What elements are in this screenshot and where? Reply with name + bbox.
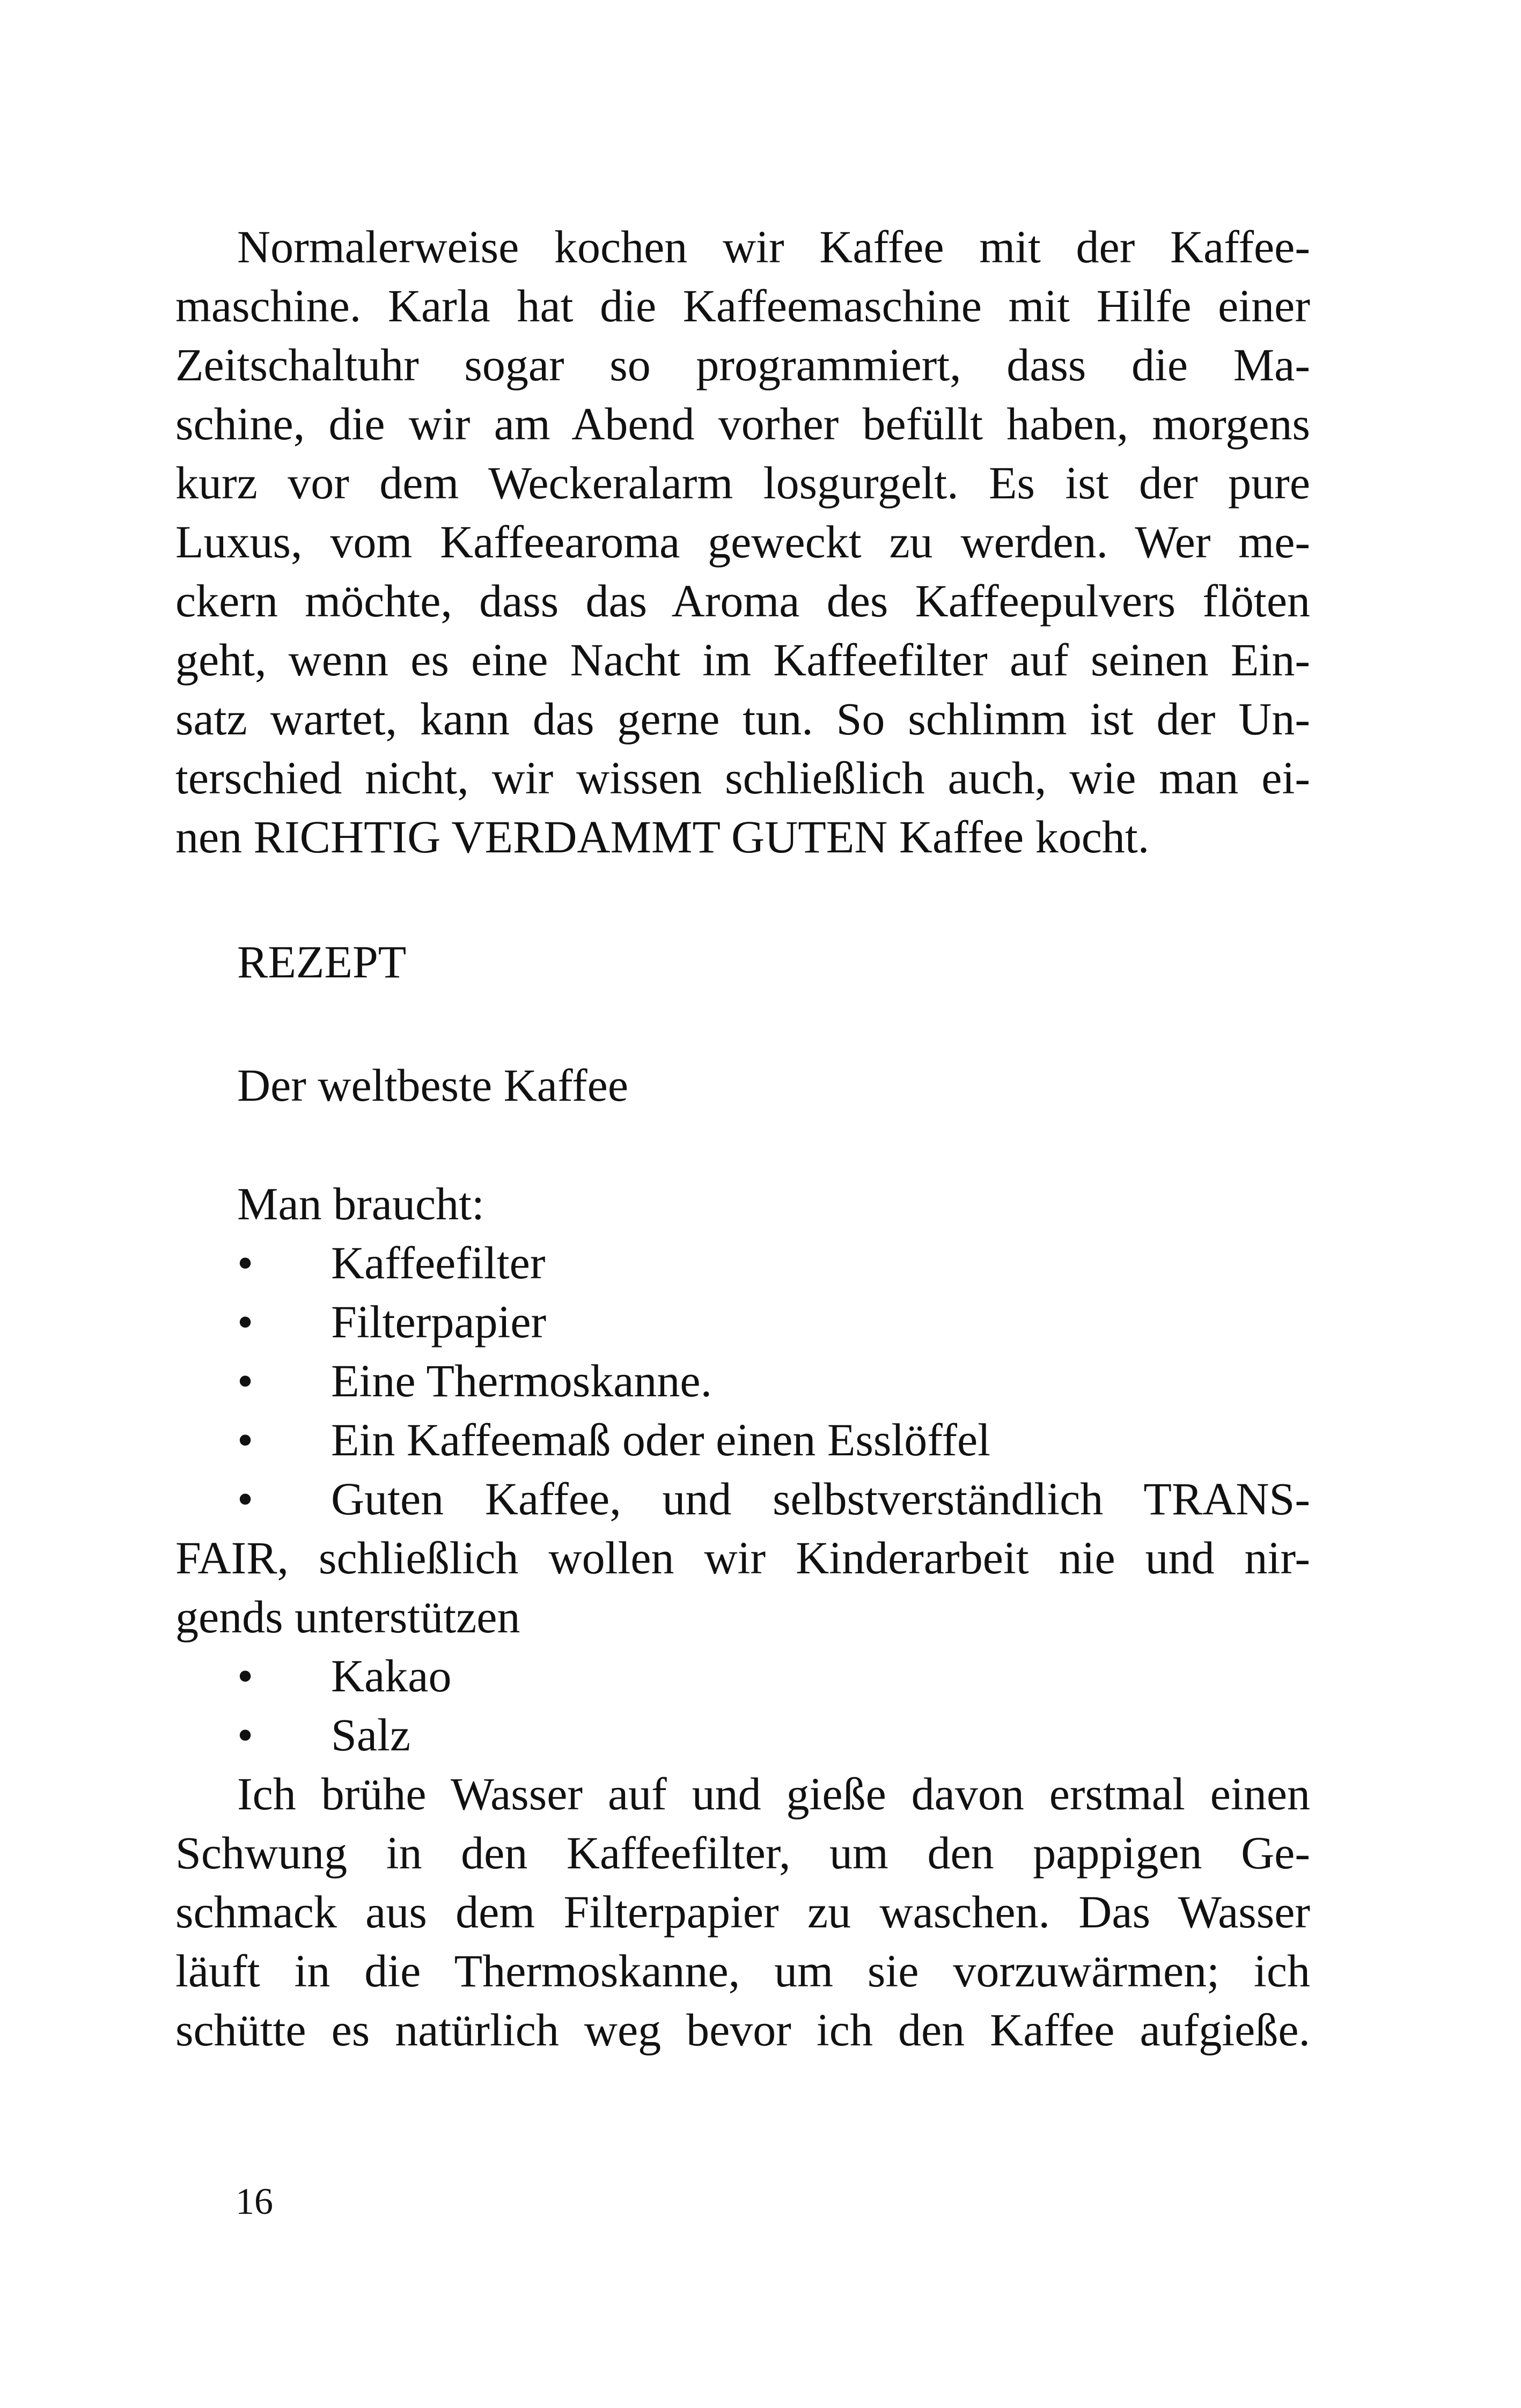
bullet-icon: • (237, 1473, 254, 1525)
list-item (175, 1292, 1310, 1351)
bullet-icon: • (237, 1709, 254, 1761)
section-heading: REZEPT (237, 936, 407, 988)
text-line: läuft in die Thermoskanne, um sie vorzuwärmen; ich (175, 1945, 1310, 1997)
list-item-continuation: gends unterstützen (175, 1591, 520, 1643)
list-item (175, 1351, 1310, 1410)
text-line: ckern möchte, dass das Aroma des Kaffeepulvers flöten (175, 575, 1310, 627)
page-number: 16 (236, 2181, 273, 2222)
text-line: maschine. Karla hat die Kaffeemaschine mit Hilfe einer (175, 280, 1310, 332)
list-item (175, 1705, 1310, 1764)
text-line: schmack aus dem Filterpapier zu waschen. Das Wasser (175, 1886, 1310, 1938)
bullet-icon: • (237, 1296, 254, 1347)
text-line: satz wartet, kann das gerne tun. So schlimm ist der Un- (175, 693, 1310, 745)
bullet-icon: • (237, 1237, 254, 1288)
ingredients-list (175, 1174, 1310, 2059)
list-item-text: Filterpapier (331, 1296, 547, 1347)
list-item (175, 1233, 1310, 1292)
text-line: schine, die wir am Abend vorher befüllt haben, morgens (175, 398, 1310, 450)
bullet-icon: • (237, 1650, 254, 1702)
list-item-text: Guten Kaffee, und selbstverständlich TRANS- (331, 1473, 1310, 1525)
text-line: Luxus, vom Kaffeearoma geweckt zu werden. Wer me- (175, 516, 1310, 568)
list-item-continuation: FAIR, schließlich wollen wir Kinderarbeit nie und nir- (175, 1532, 1310, 1584)
text-line: geht, wenn es eine Nacht im Kaffeefilter auf seinen Ein- (175, 634, 1310, 686)
list-item (175, 1646, 1310, 1705)
text-line: Schwung in den Kaffeefilter, um den pappigen Ge- (175, 1827, 1310, 1879)
text-line: Normalerweise kochen wir Kaffee mit der Kaffee- (237, 221, 1310, 273)
list-item-text: Eine Thermoskanne. (331, 1355, 712, 1406)
bullet-icon: • (237, 1355, 254, 1406)
bullet-icon: • (237, 1414, 254, 1466)
ingredients-label: Man braucht: (237, 1178, 484, 1229)
list-item-text: Kakao (331, 1650, 452, 1702)
list-item-text: Kaffeefilter (331, 1237, 546, 1288)
list-item (175, 1410, 1310, 1469)
list-item-text: Ein Kaffeemaß oder einen Esslöffel (331, 1414, 991, 1466)
text-line: terschied nicht, wir wissen schließlich auch, wie man ei- (175, 752, 1310, 804)
text-line: nen RICHTIG VERDAMMT GUTEN Kaffee kocht. (175, 811, 1150, 863)
text-line: kurz vor dem Weckeralarm losgurgelt. Es ist der pure (175, 457, 1310, 509)
intro-paragraph (175, 217, 1310, 866)
list-item-text: Salz (331, 1709, 411, 1761)
list-item (175, 1469, 1310, 1528)
recipe-title: Der weltbeste Kaffee (237, 1059, 629, 1111)
text-line: Ich brühe Wasser auf und gieße davon erstmal einen (237, 1768, 1310, 1820)
text-line: schütte es natürlich weg bevor ich den Kaffee aufgieße. (175, 2004, 1310, 2056)
text-line: Zeitschaltuhr sogar so programmiert, dass die Ma- (175, 339, 1310, 391)
